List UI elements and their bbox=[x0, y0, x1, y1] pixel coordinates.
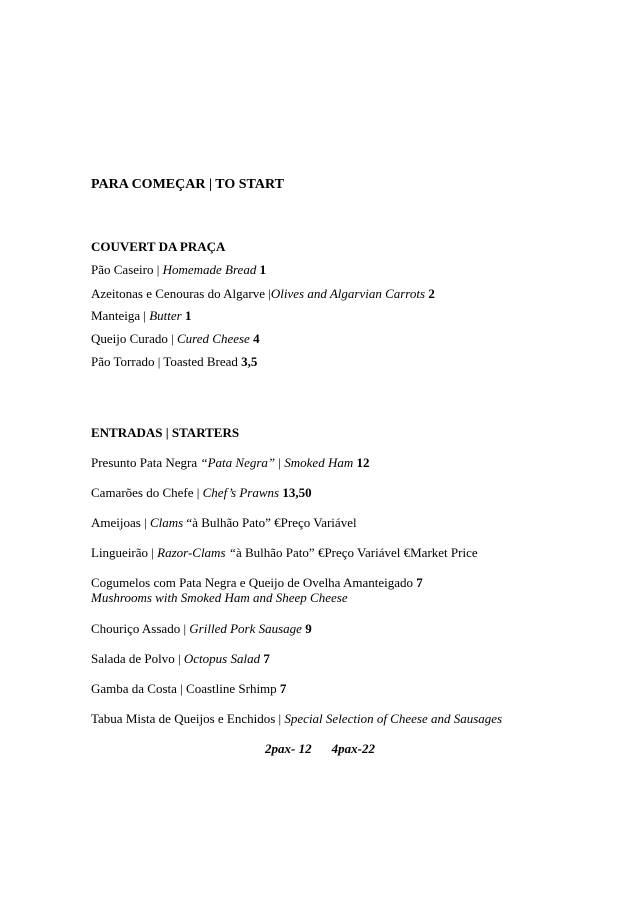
item-en: Chef’s Prawns bbox=[202, 485, 280, 500]
menu-item-clams bbox=[91, 515, 357, 531]
section-title: PARA COMEÇAR | TO START bbox=[91, 177, 284, 192]
item-detail: à Bulhão Pato” €Preço Variável €Market Price bbox=[235, 545, 478, 560]
menu-item-coastline-shrimp bbox=[91, 681, 286, 697]
item-en: Octopus Salad bbox=[183, 651, 261, 666]
item-pt: Lingueirão | bbox=[91, 545, 158, 560]
menu-item-cured-cheese bbox=[91, 331, 260, 347]
item-price: 1 bbox=[184, 308, 192, 323]
item-price: 2 bbox=[428, 286, 435, 301]
item-en: Cured Cheese bbox=[177, 331, 250, 346]
menu-item-chefs-prawns bbox=[91, 485, 312, 501]
starters-heading: ENTRADAS | STARTERS bbox=[91, 425, 240, 440]
item-en: Clams bbox=[149, 515, 184, 530]
item-en: Olives and Algarvian Carrots bbox=[270, 286, 426, 301]
item-price: 7 bbox=[416, 575, 423, 590]
item-pt: Camarões do Chefe | bbox=[91, 485, 203, 500]
pax-4-price: 4pax-22 bbox=[331, 741, 375, 756]
item-pt: Queijo Curado | bbox=[91, 331, 178, 346]
item-quote: “Pata Negra” bbox=[200, 455, 276, 470]
item-pt: Cogumelos com Pata Negra e Queijo de Ovelha Amanteigado bbox=[91, 575, 417, 590]
item-price: 4 bbox=[253, 331, 260, 346]
item-pt: Azeitonas e Cenouras do Algarve | bbox=[91, 286, 271, 301]
item-price: 7 bbox=[279, 681, 287, 696]
item-pt: Salada de Polvo | bbox=[91, 651, 184, 666]
item-en: Smoked Ham bbox=[284, 455, 354, 470]
menu-item-mushrooms bbox=[91, 575, 423, 591]
menu-item-razor-clams bbox=[91, 545, 478, 561]
item-price: 9 bbox=[305, 621, 312, 636]
menu-item-olives-carrots bbox=[91, 286, 435, 302]
item-price: 13,50 bbox=[282, 485, 312, 500]
menu-item-octopus-salad bbox=[91, 651, 270, 667]
item-pt: Manteiga | bbox=[91, 308, 150, 323]
menu-item-mushrooms-en: Mushrooms with Smoked Ham and Sheep Cheese bbox=[91, 590, 348, 605]
item-sep: | bbox=[275, 455, 285, 470]
pax-2-price: 2pax- 12 bbox=[265, 741, 312, 756]
item-en: Butter bbox=[149, 308, 182, 323]
menu-item-cheese-sausages bbox=[91, 711, 502, 727]
item-en: Grilled Pork Sausage bbox=[189, 621, 302, 636]
item-pt: Pão Caseiro | bbox=[91, 262, 163, 277]
item-pt: Gamba da Costa | Coastline Srhimp bbox=[91, 681, 280, 696]
item-pt: Tabua Mista de Queijos e Enchidos | bbox=[91, 711, 285, 726]
pax-prices bbox=[0, 741, 640, 757]
item-price: 12 bbox=[356, 455, 370, 470]
menu-item-toasted-bread bbox=[91, 354, 257, 370]
menu-item-pork-sausage bbox=[91, 621, 312, 637]
item-pt: Ameijoas | bbox=[91, 515, 150, 530]
item-pt: Presunto Pata Negra bbox=[91, 455, 201, 470]
menu-item-homemade-bread bbox=[91, 262, 266, 278]
menu-item-butter bbox=[91, 308, 191, 324]
item-en: Homemade Bread bbox=[162, 262, 257, 277]
item-pt: Chouriço Assado | bbox=[91, 621, 190, 636]
item-price: 1 bbox=[259, 262, 267, 277]
item-en: Special Selection of Cheese and Sausages bbox=[284, 711, 503, 726]
couvert-heading: COUVERT DA PRAÇA bbox=[91, 239, 226, 254]
item-detail: “à Bulhão Pato” €Preço Variável bbox=[183, 515, 357, 530]
item-en: Razor-Clams “ bbox=[157, 545, 236, 560]
item-price: 7 bbox=[263, 651, 270, 666]
menu-item-smoked-ham bbox=[91, 455, 369, 471]
item-price: 3,5 bbox=[241, 354, 258, 369]
item-pt: Pão Torrado | Toasted Bread bbox=[91, 354, 242, 369]
